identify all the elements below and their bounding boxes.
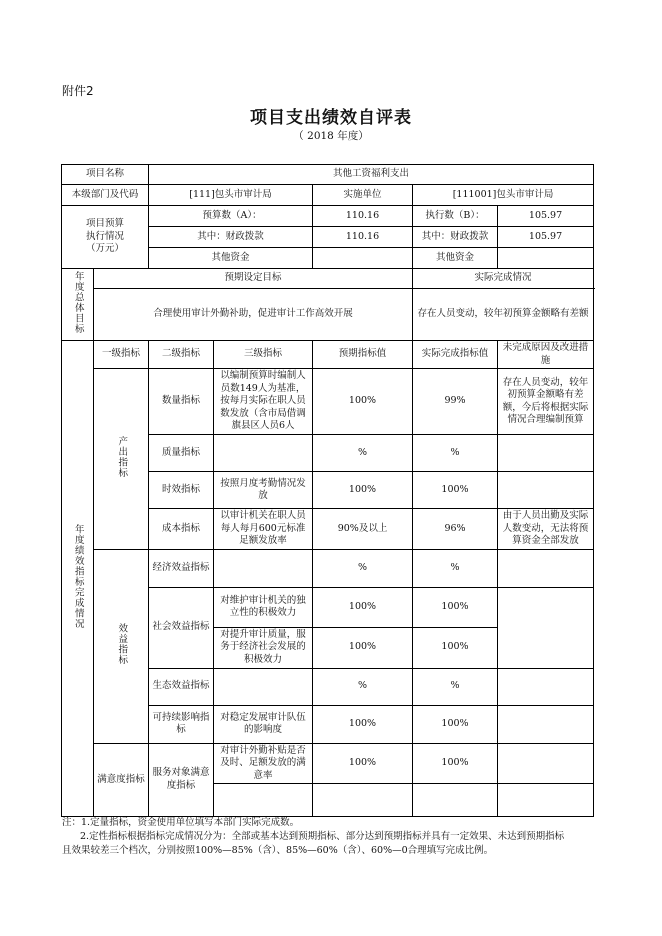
- level2-cell: 生态效益指标: [149, 668, 214, 705]
- project-name-value: 其他工资福利支出: [149, 165, 594, 185]
- level3-cell: 对维护审计机关的独立性的积极效力: [214, 587, 313, 627]
- page-title: 项目支出绩效自评表: [250, 108, 412, 128]
- budget-a-label: 其他资金: [149, 248, 313, 269]
- performance-table: [61, 164, 594, 817]
- level2-cell: 数量指标: [149, 369, 214, 435]
- budget-a-value: 110.16: [313, 206, 413, 227]
- reason-cell: [498, 472, 594, 509]
- budget-a-value: [313, 248, 413, 269]
- goals-side-text: 年度总体目标: [72, 270, 84, 334]
- expected-cell: %: [313, 435, 413, 472]
- reason-cell: [498, 549, 594, 587]
- expected-cell: 100%: [313, 472, 413, 509]
- reason-cell: 由于人员出勤及实际人数变动，无法将预算资金全部发放: [498, 509, 594, 550]
- budget-b-label: 执行数（B）：: [413, 206, 498, 227]
- level2-cell: 时效指标: [149, 472, 214, 509]
- header-level2: 二级指标: [149, 341, 214, 369]
- expected-goal: 合理使用审计外勤补助，促进审计工作高效开展: [94, 289, 413, 341]
- reason-cell: [498, 435, 594, 472]
- indicator-row: [62, 369, 594, 435]
- expected-cell: 90%及以上: [313, 509, 413, 550]
- budget-a-value: 110.16: [313, 227, 413, 248]
- note-2-cont: 且效果较差三个档次，分别按照100%—85%（含）、85%—60%（含）、60%—0合理填写完成比例。: [62, 845, 494, 856]
- level3-cell: [214, 784, 313, 817]
- budget-b-label: 其他资金: [413, 248, 498, 269]
- expected-cell: 100%: [313, 705, 413, 743]
- actual-cell: [413, 784, 498, 817]
- level2-cell: 经济效益指标: [149, 549, 214, 587]
- note-2: 2.定性指标根据指标完成情况分为：全部或基本达到预期指标、部分达到预期指标并具有一定效果、未达到预期指标: [80, 831, 565, 842]
- actual-goal-header: 实际完成情况: [413, 269, 594, 289]
- level3-cell: 以编制预算时编制人员数149人为基准，按每月实际在职人员数发放（含市局借调旗县区人员6人: [214, 369, 313, 435]
- level2-cell: 质量指标: [149, 435, 214, 472]
- header-actual: 实际完成指标值: [413, 341, 498, 369]
- indicator-header-row: [62, 341, 594, 369]
- budget-b-label: 其中：财政拨款: [413, 227, 498, 248]
- budget-row: [62, 206, 594, 227]
- expected-cell: 100%: [313, 369, 413, 435]
- level3-cell: 对稳定发展审计队伍的影响度: [214, 705, 313, 743]
- group-benefit-text: 效益指标: [116, 622, 128, 665]
- budget-label: [62, 206, 149, 269]
- note-1: 注：1.定量指标，资金使用单位填写本部门实际完成数。: [62, 817, 300, 828]
- actual-cell: %: [413, 549, 498, 587]
- group-output-text: 产出指标: [116, 435, 128, 478]
- footnotes: [62, 816, 602, 858]
- level2-cell: 社会效益指标: [149, 587, 214, 668]
- indicators-side-label: [62, 341, 94, 817]
- expected-cell: %: [313, 668, 413, 705]
- impl-value: [111001]包头市审计局: [413, 185, 594, 206]
- budget-b-value: [498, 248, 594, 269]
- reason-cell: [498, 784, 594, 817]
- level3-cell: 按照月度考勤情况发放: [214, 472, 313, 509]
- level3-cell: [214, 668, 313, 705]
- expected-cell: 100%: [313, 627, 413, 668]
- group-output: [94, 369, 149, 550]
- budget-a-label: 其中：财政拨款: [149, 227, 313, 248]
- header-reason: 未完成原因及改进措施: [498, 341, 594, 369]
- expected-cell: %: [313, 549, 413, 587]
- reason-cell: 存在人员变动，较年初预算金额略有差额，今后将根据实际情况合理编制预算: [498, 369, 594, 435]
- indicators-side-text: 年度绩效指标完成情况: [72, 523, 84, 629]
- year-subtitle: （ 2018 年度）: [293, 130, 369, 142]
- budget-label-line: （万元）: [86, 243, 125, 255]
- group-benefit: [94, 549, 149, 743]
- budget-label-line: 执行情况: [86, 230, 125, 242]
- level3-cell: 以审计机关在职人员每人每月600元标准足额发放率: [214, 509, 313, 550]
- level2-cell: 成本指标: [149, 509, 214, 550]
- level3-cell: [214, 435, 313, 472]
- actual-cell: %: [413, 435, 498, 472]
- row-project-name: [62, 165, 594, 185]
- expected-cell: [313, 784, 413, 817]
- level3-cell: [214, 549, 313, 587]
- actual-cell: 100%: [413, 705, 498, 743]
- reason-cell: [498, 743, 594, 784]
- expected-cell: 100%: [313, 743, 413, 784]
- reason-cell: [498, 705, 594, 743]
- reason-cell: [498, 668, 594, 705]
- budget-b-value: 105.97: [498, 206, 594, 227]
- header-expected: 预期指标值: [313, 341, 413, 369]
- dept-value: [111]包头市审计局: [149, 185, 313, 206]
- header-level1: 一级指标: [94, 341, 149, 369]
- budget-a-label: 预算数（A）：: [149, 206, 313, 227]
- impl-label: 实施单位: [313, 185, 413, 206]
- goals-header-row: [62, 269, 594, 289]
- row-dept: [62, 185, 594, 206]
- actual-cell: %: [413, 668, 498, 705]
- actual-cell: 96%: [413, 509, 498, 550]
- goals-content-row: [62, 289, 594, 341]
- level3-cell: 对提升审计质量，服务于经济社会发展的积极效力: [214, 627, 313, 668]
- level2-cell: 服务对象满意度指标: [149, 743, 214, 817]
- level2-cell: 可持续影响指标: [149, 705, 214, 743]
- actual-cell: 100%: [413, 587, 498, 627]
- actual-cell: 100%: [413, 743, 498, 784]
- group-satisfaction: 满意度指标: [94, 743, 149, 817]
- actual-cell: 99%: [413, 369, 498, 435]
- header-level3: 三级指标: [214, 341, 313, 369]
- attachment-label: 附件2: [62, 84, 94, 98]
- expected-goal-header: 预期设定目标: [94, 269, 413, 289]
- dept-label: 本级部门及代码: [62, 185, 149, 206]
- actual-cell: 100%: [413, 627, 498, 668]
- indicator-row: [62, 549, 594, 587]
- level3-cell: 对审计外勤补贴是否及时、足额发放的满意率: [214, 743, 313, 784]
- actual-cell: 100%: [413, 472, 498, 509]
- actual-goal: 存在人员变动，较年初预算金额略有差额: [413, 289, 594, 341]
- budget-b-value: 105.97: [498, 227, 594, 248]
- reason-cell: [498, 587, 594, 668]
- indicator-row: [62, 743, 594, 784]
- expected-cell: 100%: [313, 587, 413, 627]
- budget-label-line: 项目预算: [86, 218, 125, 230]
- goals-side-label: [62, 269, 94, 341]
- project-name-label: 项目名称: [62, 165, 149, 185]
